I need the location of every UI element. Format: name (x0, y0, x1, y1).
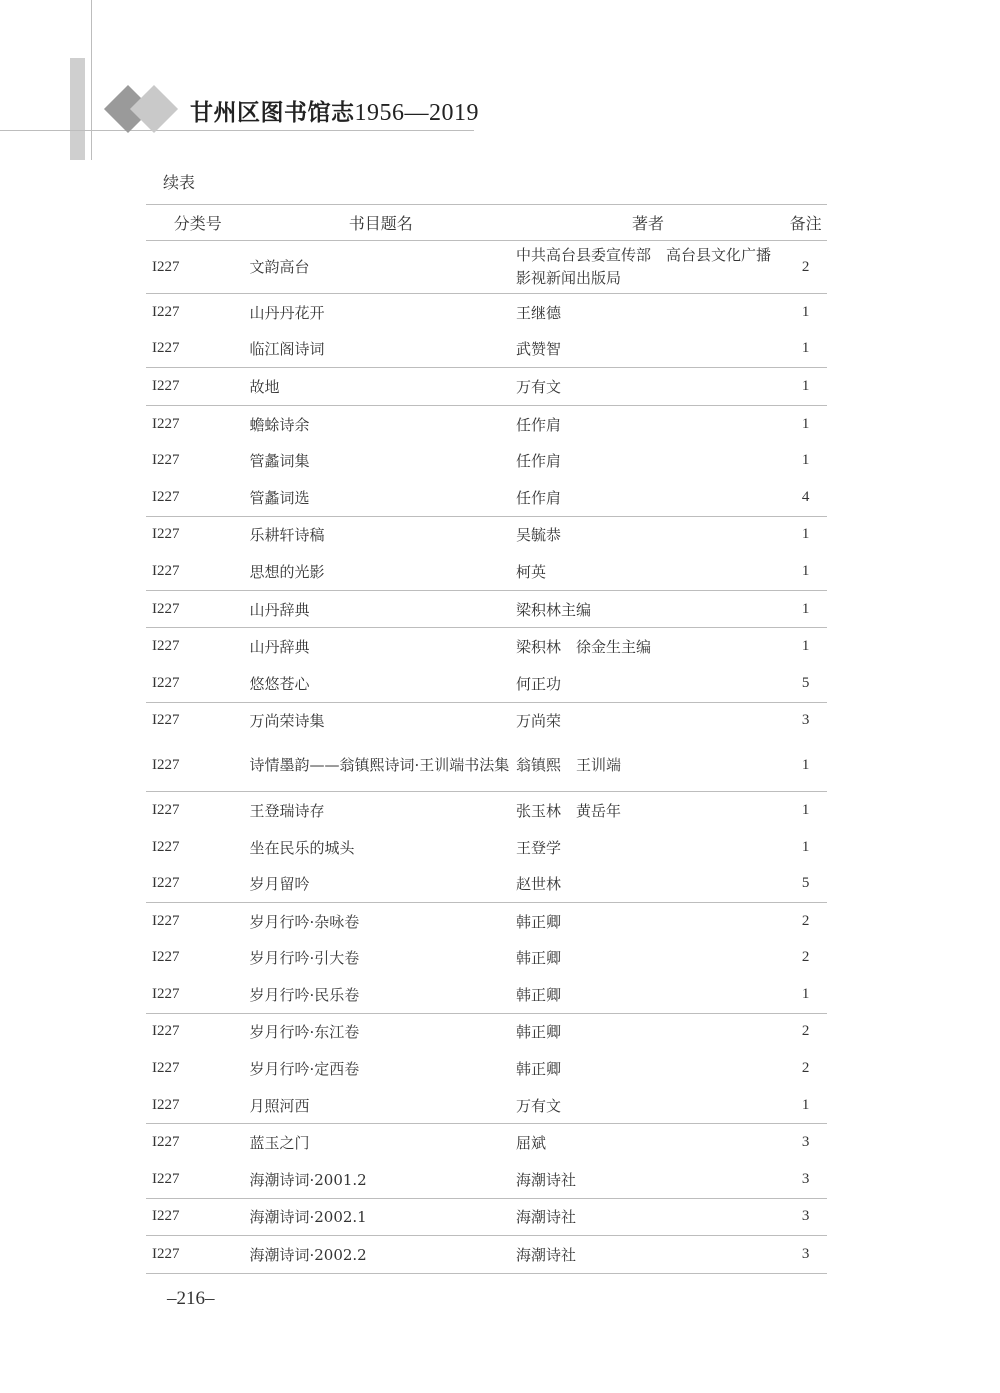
cell-author: 梁积林主编 (515, 600, 591, 619)
cell-note: 1 (801, 801, 810, 818)
table-row (146, 865, 827, 902)
cell-author: 韩正卿 (515, 1023, 561, 1042)
cell-class-number: I227 (152, 949, 180, 966)
cell-author: 柯英 (515, 562, 546, 581)
cell-class-number: I227 (152, 912, 180, 929)
cell-title: 岁月行吟·杂咏卷 (249, 912, 360, 931)
cell-author: 翁镇熙 王训端 (515, 755, 621, 774)
cell-author: 海潮诗社 (515, 1208, 576, 1227)
cell-title: 岁月行吟·引大卷 (249, 949, 360, 968)
cell-note: 1 (801, 838, 810, 855)
cell-note: 3 (801, 1246, 810, 1263)
cell-class-number: I227 (152, 377, 180, 394)
cell-title: 岁月行吟·东江卷 (249, 1023, 360, 1042)
table-row (146, 368, 827, 406)
cell-title: 管蠡词集 (249, 452, 310, 471)
table-row (146, 479, 827, 516)
cell-note: 1 (801, 377, 810, 394)
cell-author: 何正功 (515, 674, 561, 693)
table-row (146, 294, 827, 331)
cell-class-number: I227 (152, 1246, 180, 1263)
cell-note: 3 (801, 1134, 810, 1151)
table-row (146, 940, 827, 977)
cell-class-number: I227 (152, 875, 180, 892)
table-row (146, 405, 827, 442)
cell-note: 2 (801, 1023, 810, 1040)
cell-note: 1 (801, 526, 810, 543)
cell-title: 海潮诗词·2002.2 (249, 1246, 367, 1265)
cell-author: 梁积林 徐金生主编 (515, 638, 651, 657)
cell-note: 1 (801, 600, 810, 617)
cell-author: 屈斌 (515, 1134, 546, 1153)
table-row (146, 902, 827, 939)
cell-title: 岁月留吟 (249, 875, 310, 894)
cell-title: 王登瑞诗存 (249, 801, 325, 820)
table-row (146, 829, 827, 866)
cell-note: 5 (801, 875, 810, 892)
cell-author: 王继德 (515, 303, 561, 322)
cell-class-number: I227 (152, 488, 180, 505)
cell-note: 3 (801, 1170, 810, 1187)
table-row (146, 665, 827, 702)
column-header-class-number: 分类号 (173, 216, 222, 233)
cell-class-number: I227 (152, 674, 180, 691)
table-row (146, 702, 827, 739)
cell-author: 韩正卿 (515, 912, 561, 931)
cell-author: 万尚荣 (515, 712, 561, 731)
cell-class-number: I227 (152, 340, 180, 357)
cell-author: 韩正卿 (515, 949, 561, 968)
book-title: 甘州区图书馆志 (190, 99, 355, 126)
table-row (146, 331, 827, 368)
table-row (146, 628, 827, 665)
cell-note: 1 (801, 1096, 810, 1113)
cell-note: 1 (801, 756, 810, 773)
cell-author: 海潮诗社 (515, 1246, 576, 1265)
cell-title: 海潮诗词·2002.1 (249, 1208, 367, 1227)
cell-note: 1 (801, 452, 810, 469)
cell-note: 5 (801, 674, 810, 691)
cell-title: 山丹辞典 (249, 600, 310, 619)
cell-title: 海潮诗词·2001.2 (249, 1170, 367, 1189)
cell-title: 山丹丹花开 (249, 303, 325, 322)
cell-note: 2 (801, 258, 810, 275)
cell-class-number: I227 (152, 415, 180, 432)
table-row (146, 1161, 827, 1198)
cell-note: 1 (801, 985, 810, 1002)
catalog-table (146, 204, 827, 1274)
cell-title: 坐在民乐的城头 (249, 838, 355, 857)
cell-class-number: I227 (152, 712, 180, 729)
cell-class-number: I227 (152, 526, 180, 543)
cell-note: 1 (801, 638, 810, 655)
cell-author: 韩正卿 (515, 985, 561, 1004)
cell-class-number: I227 (152, 562, 180, 579)
cell-title: 悠悠苍心 (249, 674, 310, 693)
cell-class-number: I227 (152, 1023, 180, 1040)
cell-class-number: I227 (152, 838, 180, 855)
running-header (190, 94, 479, 127)
cell-note: 2 (801, 1060, 810, 1077)
cell-author: 张玉林 黄岳年 (515, 801, 621, 820)
table-row (146, 792, 827, 829)
cell-title: 蓝玉之门 (249, 1134, 310, 1153)
cell-author: 韩正卿 (515, 1060, 561, 1079)
cell-note: 1 (801, 303, 810, 320)
cell-note: 1 (801, 562, 810, 579)
cell-class-number: I227 (152, 1208, 180, 1225)
header-horizontal-rule (0, 130, 474, 131)
cell-note: 2 (801, 912, 810, 929)
cell-note: 3 (801, 712, 810, 729)
cell-title: 管蠡词选 (249, 488, 310, 507)
cell-title: 岁月行吟·定西卷 (249, 1060, 360, 1079)
column-header-note: 备注 (789, 214, 822, 233)
cell-note: 3 (801, 1208, 810, 1225)
cell-class-number: I227 (152, 1096, 180, 1113)
table-row (146, 1236, 827, 1274)
table-row (146, 1013, 827, 1050)
cell-author: 武赞智 (515, 340, 561, 359)
cell-author: 海潮诗社 (515, 1170, 576, 1189)
cell-title: 故地 (249, 377, 280, 396)
cell-author: 吴毓恭 (515, 526, 561, 545)
table-row (146, 442, 827, 479)
cell-class-number: I227 (152, 452, 180, 469)
cell-author: 任作肩 (515, 415, 561, 434)
table-header-row (146, 205, 827, 241)
cell-author: 赵世林 (515, 875, 561, 894)
cell-author: 王登学 (515, 838, 561, 857)
table-row (146, 976, 827, 1013)
cell-class-number: I227 (152, 258, 180, 275)
cell-author: 中共高台县委宣传部 高台县文化广播影视新闻出版局 (515, 246, 771, 287)
cell-author: 万有文 (515, 377, 561, 396)
cell-class-number: I227 (152, 638, 180, 655)
cell-title: 临江阁诗词 (249, 340, 325, 359)
continued-label: 续表 (163, 173, 196, 192)
page-number: –216– (167, 1288, 215, 1309)
column-header-title: 书目题名 (348, 214, 413, 233)
cell-class-number: I227 (152, 600, 180, 617)
cell-title: 万尚荣诗集 (249, 712, 325, 731)
table-row (146, 590, 827, 628)
table-row (146, 1198, 827, 1236)
header-vertical-rule (91, 0, 92, 160)
column-header-author: 著者 (632, 214, 665, 233)
table-row (146, 516, 827, 553)
cell-title: 诗情墨韵——翁镇熙诗词·王训端书法集 (249, 755, 510, 774)
cell-note: 4 (801, 488, 810, 505)
cell-note: 2 (801, 949, 810, 966)
table-row (146, 241, 827, 294)
cell-title: 蟾蜍诗余 (249, 415, 310, 434)
cell-class-number: I227 (152, 985, 180, 1002)
cell-note: 1 (801, 340, 810, 357)
cell-title: 月照河西 (249, 1096, 310, 1115)
cell-class-number: I227 (152, 1170, 180, 1187)
table-row (146, 1124, 827, 1161)
diamond-ornament-icon (130, 85, 178, 133)
cell-title: 乐耕轩诗稿 (249, 526, 325, 545)
book-years: 1956—2019 (354, 100, 479, 126)
cell-class-number: I227 (152, 756, 180, 773)
header-side-bar (70, 58, 85, 160)
cell-title: 山丹辞典 (249, 638, 310, 657)
cell-author: 任作肩 (515, 452, 561, 471)
table-row (146, 1087, 827, 1124)
cell-class-number: I227 (152, 1134, 180, 1151)
cell-note: 1 (801, 415, 810, 432)
table-body (146, 241, 827, 1274)
cell-title: 岁月行吟·民乐卷 (249, 985, 360, 1004)
cell-title: 文韵高台 (249, 257, 310, 276)
cell-class-number: I227 (152, 1060, 180, 1077)
cell-title: 思想的光影 (249, 562, 325, 581)
table-row (146, 739, 827, 792)
table-row (146, 553, 827, 590)
cell-author: 万有文 (515, 1096, 561, 1115)
cell-author: 任作肩 (515, 488, 561, 507)
cell-class-number: I227 (152, 303, 180, 320)
table-row (146, 1050, 827, 1087)
cell-class-number: I227 (152, 801, 180, 818)
